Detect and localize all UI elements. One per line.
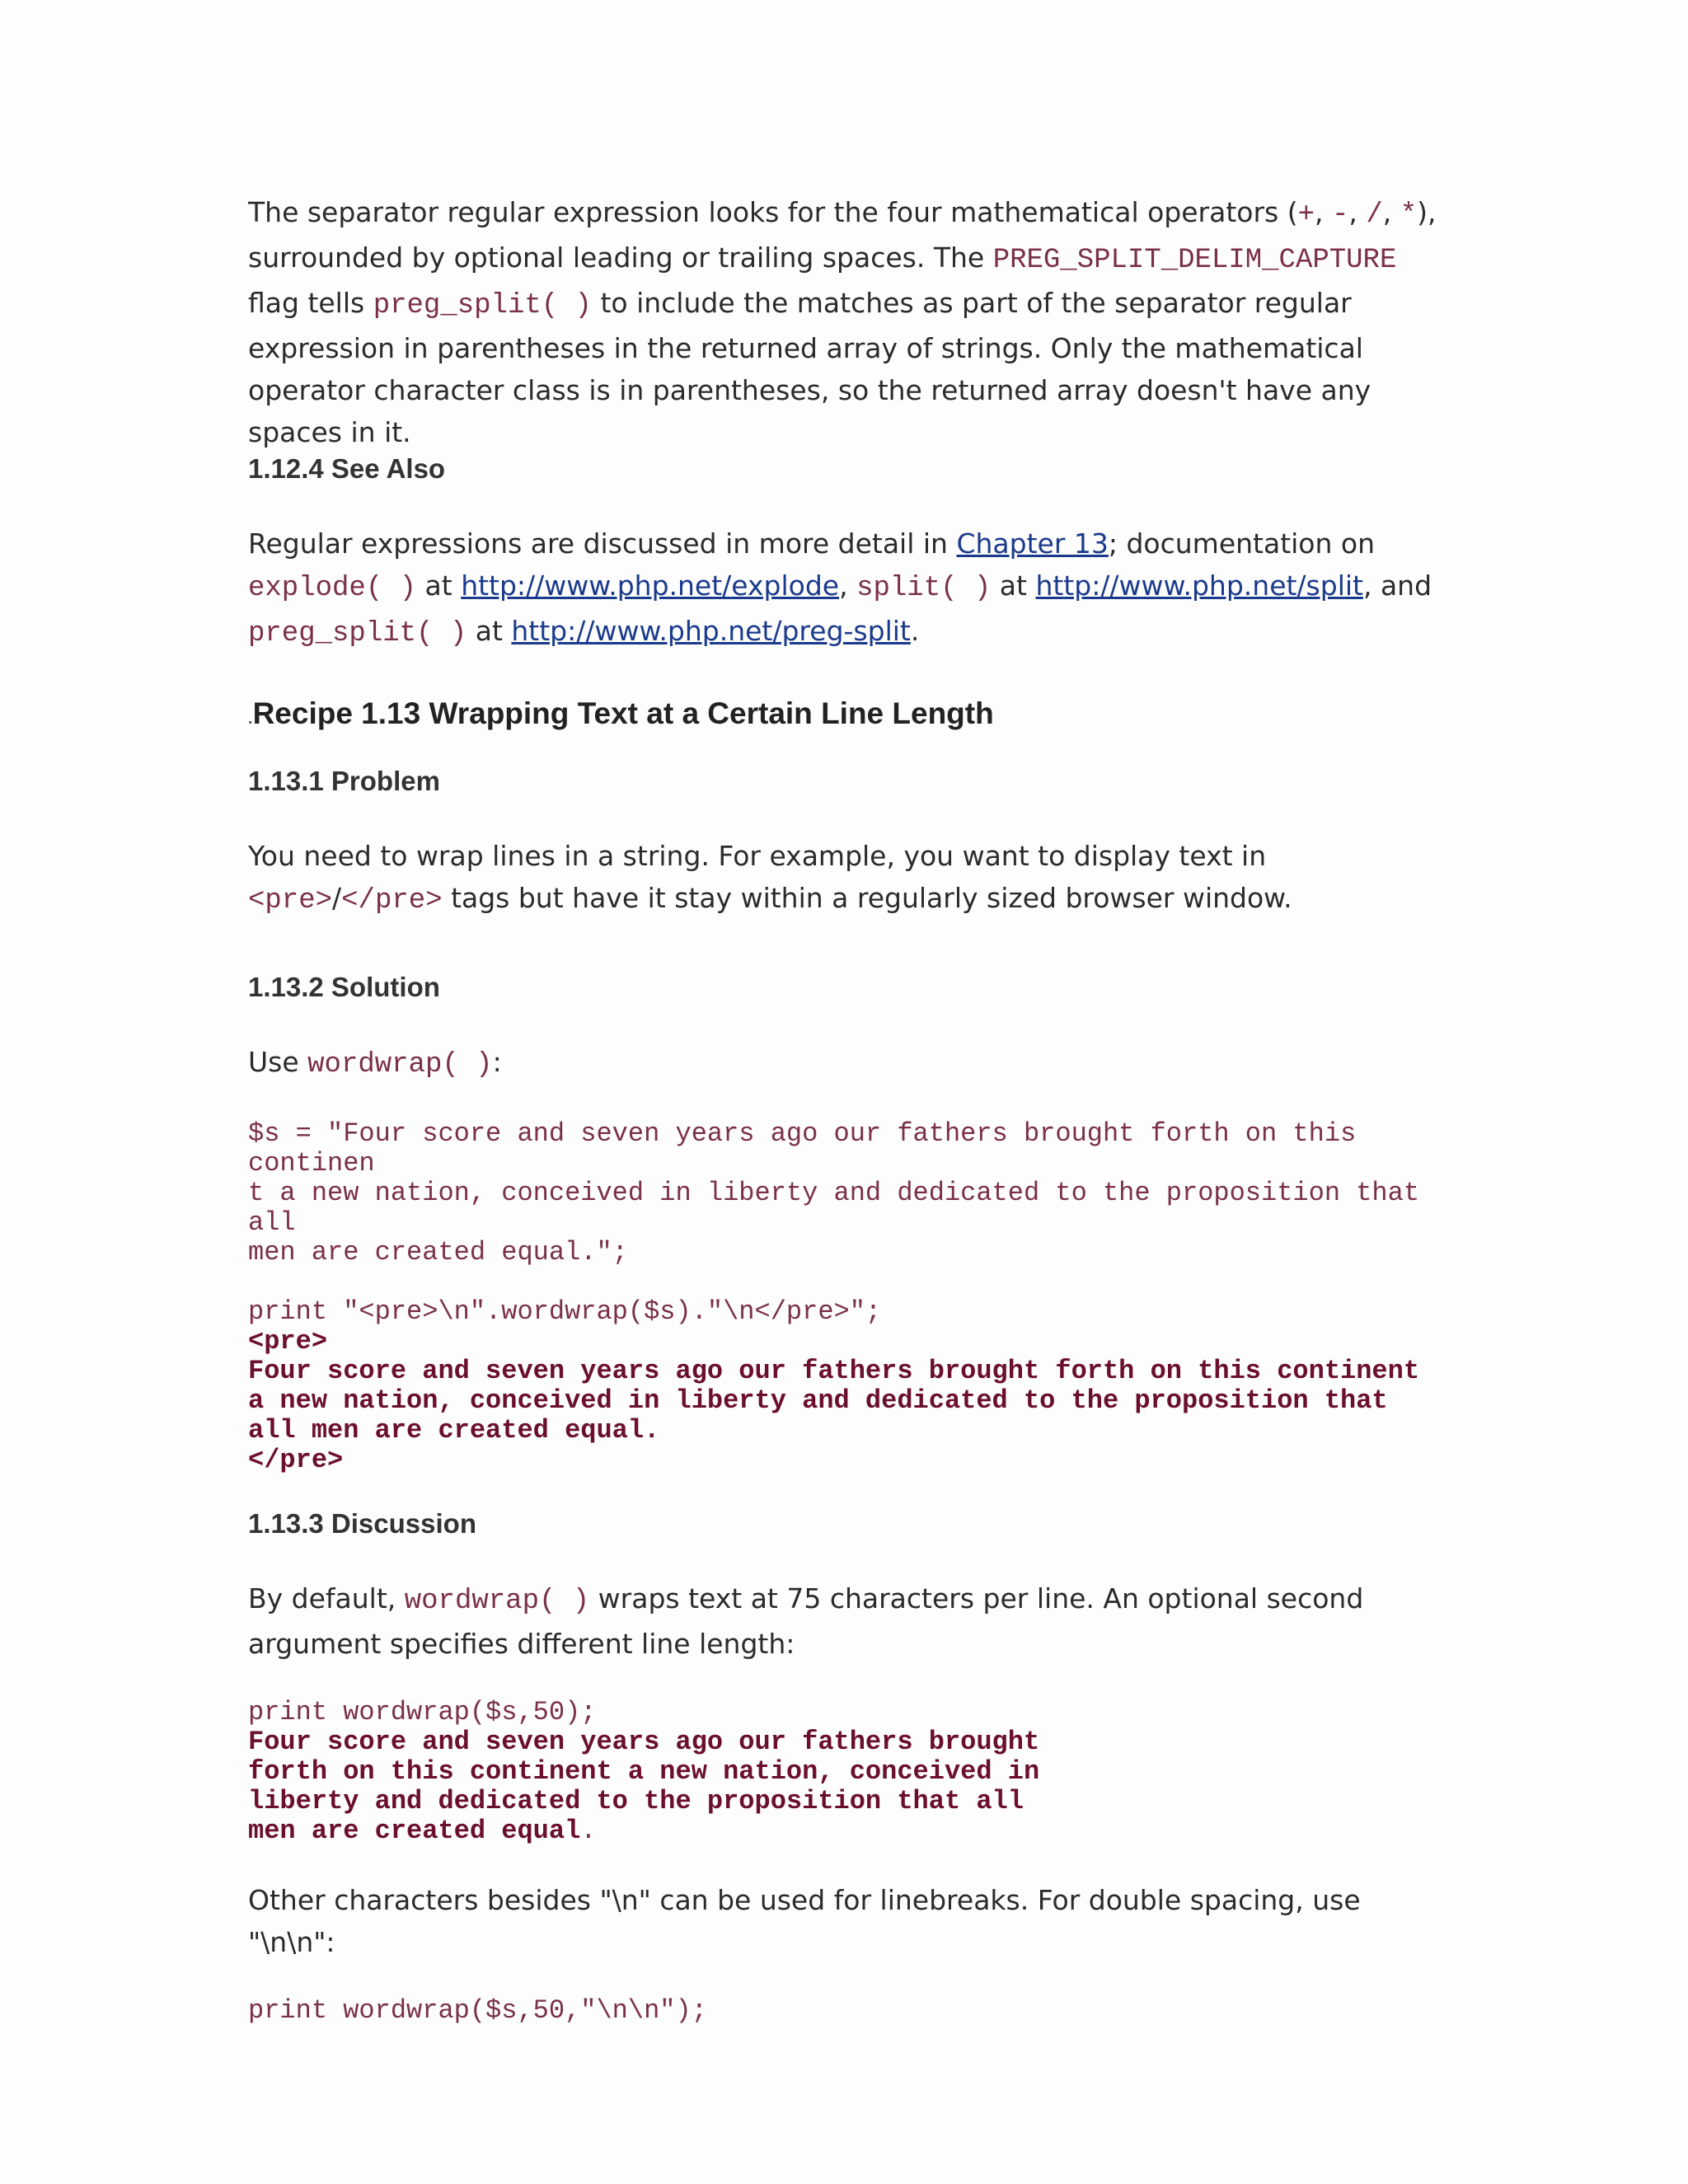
- text: to include the matches as part of the separator regular expression in parentheses in the returned array of strings. Only the mathematical operator character class is in parentheses, so the returned array doesn't have any spaces in it.: [248, 287, 1372, 448]
- see-also-paragraph: [248, 523, 1451, 655]
- text: .: [910, 615, 920, 647]
- code-minus: -: [1331, 199, 1349, 231]
- text: ,: [839, 569, 857, 602]
- text: ; documentation on: [1108, 527, 1376, 560]
- problem-heading: 1.13.1 Problem: [248, 766, 440, 796]
- text: tags but have it stay within a regularly sized browser window.: [442, 882, 1292, 914]
- linebreaks-paragraph: Other characters besides "\n" can be used for linebreaks. For double spacing, use "\n\n":: [248, 1884, 1361, 1958]
- solution-paragraph: [248, 1041, 1451, 1086]
- text: Regular expressions are discussed in more detail in: [248, 527, 957, 560]
- discussion-paragraph: [248, 1577, 1451, 1665]
- discussion-code-block: [248, 1698, 1451, 1846]
- recipe-title: [248, 696, 1451, 731]
- solution-heading: 1.13.2 Solution: [248, 972, 440, 1002]
- code-divide: /: [1366, 199, 1383, 231]
- code-split: split( ): [856, 573, 992, 604]
- code-source: $s = "Four score and seven years ago our fathers brought forth on this continen t a new nation, conceived in liberty and dedicated to the proposition that all men are created equal."; print "<pre>\n".wordwrap($s)."\n</pre>";: [248, 1118, 1420, 1327]
- text: ,: [1348, 196, 1367, 228]
- preg-split-link[interactable]: http://www.php.net/preg-split: [511, 615, 911, 647]
- text: Use: [248, 1046, 308, 1078]
- text: at: [467, 615, 512, 647]
- code-pre-open: <pre>: [248, 885, 333, 916]
- code-explode: explode( ): [248, 573, 417, 604]
- code-multiply: *: [1400, 199, 1418, 231]
- recipe-title-text: Recipe 1.13 Wrapping Text at a Certain Line Length: [252, 696, 994, 730]
- text: at: [416, 569, 462, 602]
- code-output-end: .: [580, 1816, 597, 1846]
- code-wordwrap: wordwrap( ): [307, 1049, 493, 1080]
- text: /: [332, 882, 342, 914]
- text: :: [492, 1046, 502, 1078]
- text: You need to wrap lines in a string. For example, you want to display text in: [248, 840, 1267, 872]
- code-source: print wordwrap($s,50,"\n\n");: [248, 1995, 707, 2026]
- text: wraps text at 75 characters per line. An optional second argument specifies different line length:: [248, 1582, 1364, 1660]
- text: The separator regular expression looks for the four mathematical operators (: [248, 196, 1298, 228]
- code-plus: +: [1297, 199, 1315, 231]
- solution-code-block: [248, 1119, 1451, 1475]
- code-preg-split: preg_split( ): [248, 618, 467, 649]
- text: ,: [1382, 196, 1400, 228]
- explode-link[interactable]: http://www.php.net/explode: [461, 569, 840, 602]
- code-pre-close: </pre>: [341, 885, 443, 916]
- split-link[interactable]: http://www.php.net/split: [1035, 569, 1363, 602]
- see-also-heading: 1.12.4 See Also: [248, 453, 446, 484]
- text: , and: [1362, 569, 1432, 602]
- code-source: print wordwrap($s,50);: [248, 1697, 597, 1727]
- discussion-heading: 1.13.3 Discussion: [248, 1508, 476, 1539]
- text: By default,: [248, 1582, 405, 1615]
- text: ), surrounded by optional leading or trailing spaces. The: [248, 196, 1437, 274]
- chapter-13-link[interactable]: Chapter 13: [956, 527, 1109, 560]
- code-output: Four score and seven years ago our fathers brought forth on this continent a new nation, conceived in liberty and dedicated to the proposition that all men are created equal: [248, 1727, 1040, 1846]
- code-preg-split: preg_split( ): [373, 290, 592, 321]
- text: flag tells: [248, 287, 373, 319]
- code-output: <pre> Four score and seven years ago our fathers brought forth on this continent a new nation, conceived in liberty and dedicated to the proposition that all men are created equal. </pre>: [248, 1326, 1420, 1475]
- double-spacing-code-block: [248, 1996, 1451, 2026]
- separator-paragraph: [248, 191, 1451, 453]
- code-flag: PREG_SPLIT_DELIM_CAPTURE: [992, 245, 1397, 276]
- code-wordwrap: wordwrap( ): [404, 1586, 590, 1617]
- document-content: [248, 191, 1451, 2026]
- problem-paragraph: [248, 835, 1451, 922]
- text: ,: [1315, 196, 1332, 228]
- recipe-marker: .: [248, 710, 253, 728]
- text: at: [991, 569, 1036, 602]
